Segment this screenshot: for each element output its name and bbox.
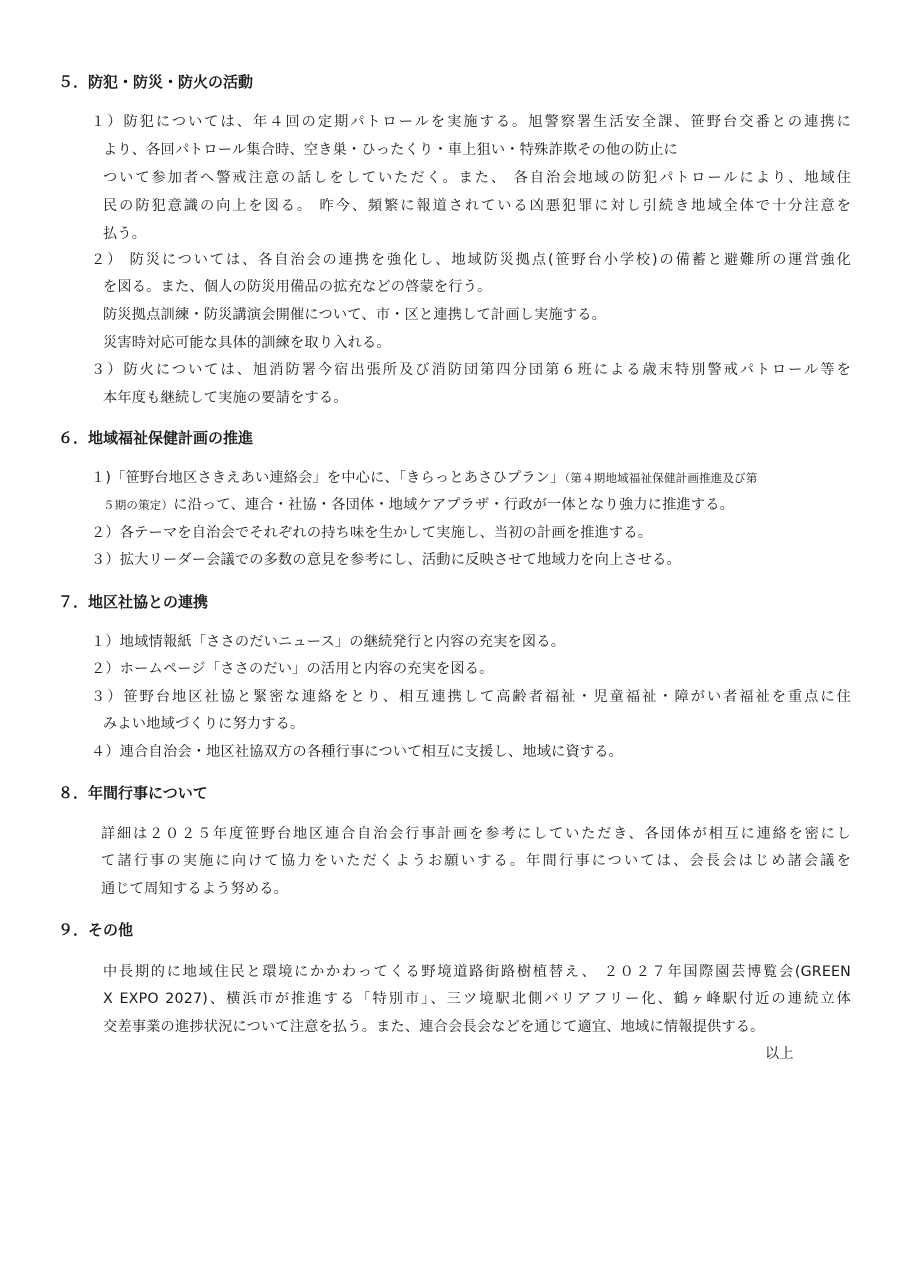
section-7-title: ７．地区社協との連携 (58, 593, 209, 611)
section-7-line-1: １）地域情報紙「ささのだいニュース」の継続発行と内容の充実を図る。 (91, 634, 566, 650)
section-7-line-4: みよい地域づくりに努力する。 (103, 716, 305, 732)
section-8-line-3: 通じて周知するよう努める。 (101, 881, 289, 897)
section-5-title: ５．防犯・防災・防火の活動 (58, 73, 254, 91)
section-7-line-3: ３）笹野台地区社協と緊密な連絡をとり、相互連携して高齢者福祉・児童福祉・障がい者福祉を重点に住 (91, 689, 851, 705)
section-6-line-4: ３）拡大リーダー会議での多数の意見を参考にし、活動に反映させて地域力を向上させる。 (91, 552, 681, 568)
section-9-line-1: 中長期的に地域住民と環境にかかわってくる野境道路街路樹植替え、 ２０２７年国際園芸博覧会(GREEN (103, 964, 851, 980)
section-8-title: ８．年間行事について (58, 784, 208, 802)
section-5-line-1: １）防犯については、年４回の定期パトロールを実施する。旭警察署生活安全課、笹野台交番との連携に (91, 114, 851, 130)
section-5-line-5: 払う。 (103, 226, 147, 242)
section-6-line-1-note: （第４期地域福祉保健計画推進及び第 (564, 471, 758, 485)
section-5-line-6: ２） 防災については、各自治会の連携を強化し、地域防災拠点(笹野台小学校)の備蓄と避難所の運営強化 (91, 252, 851, 268)
section-5-line-10: ３）防火については、旭消防署今宿出張所及び消防団第四分団第６班による歳末特別警戒パトロール等を (91, 362, 851, 378)
section-9-title: ９．その他 (58, 921, 134, 939)
section-8-line-1: 詳細は２０２５年度笹野台地区連合自治会行事計画を参考にしていただき、各団体が相互に連絡を密にし (101, 826, 851, 842)
section-9-line-3: 交差事業の進捗状況について注意を払う。また、連合会長会などを通じて適宜、地域に情報提供する。 (103, 1019, 765, 1035)
section-6-line-1 (91, 468, 758, 488)
section-6-line-2 (103, 495, 734, 515)
section-5-line-9: 災害時対応可能な具体的訓練を取り入れる。 (103, 335, 391, 351)
section-5-line-11: 本年度も継続して実施の要請をする。 (103, 390, 348, 406)
section-8-line-2: て諸行事の実施に向けて協力をいただくようお願いする。年間行事については、会長会はじめ諸会議を (101, 853, 851, 869)
section-7-line-5: ４）連合自治会・地区社協双方の各種行事について相互に支援し、地域に資する。 (91, 744, 624, 760)
closing-remark: 以上 (765, 1046, 794, 1062)
section-6-title: ６．地域福祉保健計画の推進 (58, 429, 254, 447)
section-5-line-8: 防災拠点訓練・防災講演会開催について、市・区と連携して計画し実施する。 (103, 307, 606, 323)
section-5-line-7: を図る。また、個人の防災用備品の拡充などの啓蒙を行う。 (103, 279, 492, 295)
section-6-line-2-note: ５期の策定） (103, 498, 174, 512)
section-5-line-2: より、各回パトロール集合時、空き巣・ひったくり・車上狙い・特殊詐欺その他の防止に (103, 142, 678, 158)
section-6-line-2-main: に沿って、連合・社協・各団体・地域ケアプラザ・行政が一体となり強力に推進する。 (173, 497, 735, 513)
section-6-line-1-main: １)「笹野台地区さきえあい連絡会」を中心に、「きらっとあさひプラン」 (91, 470, 565, 486)
section-6-line-3: ２）各テーマを自治会でそれぞれの持ち味を生かして実施し、当初の計画を推進する。 (91, 525, 653, 541)
section-7-line-2: ２）ホームページ「ささのだい」の活用と内容の充実を図る。 (91, 661, 494, 677)
section-9-line-2: X EXPO 2027)、横浜市が推進する「特別市」、三ツ境駅北側バリアフリー化、鶴ヶ峰駅付近の連続立体 (103, 991, 851, 1007)
section-5-line-3: ついて参加者へ警戒注意の話しをしていただく。また、 各自治会地域の防犯パトロールにより、地域住 (103, 170, 851, 186)
section-5-line-4: 民の防犯意識の向上を図る。 昨今、頻繁に報道されている凶悪犯罪に対し引続き地域全体で十分注意を (103, 198, 851, 214)
